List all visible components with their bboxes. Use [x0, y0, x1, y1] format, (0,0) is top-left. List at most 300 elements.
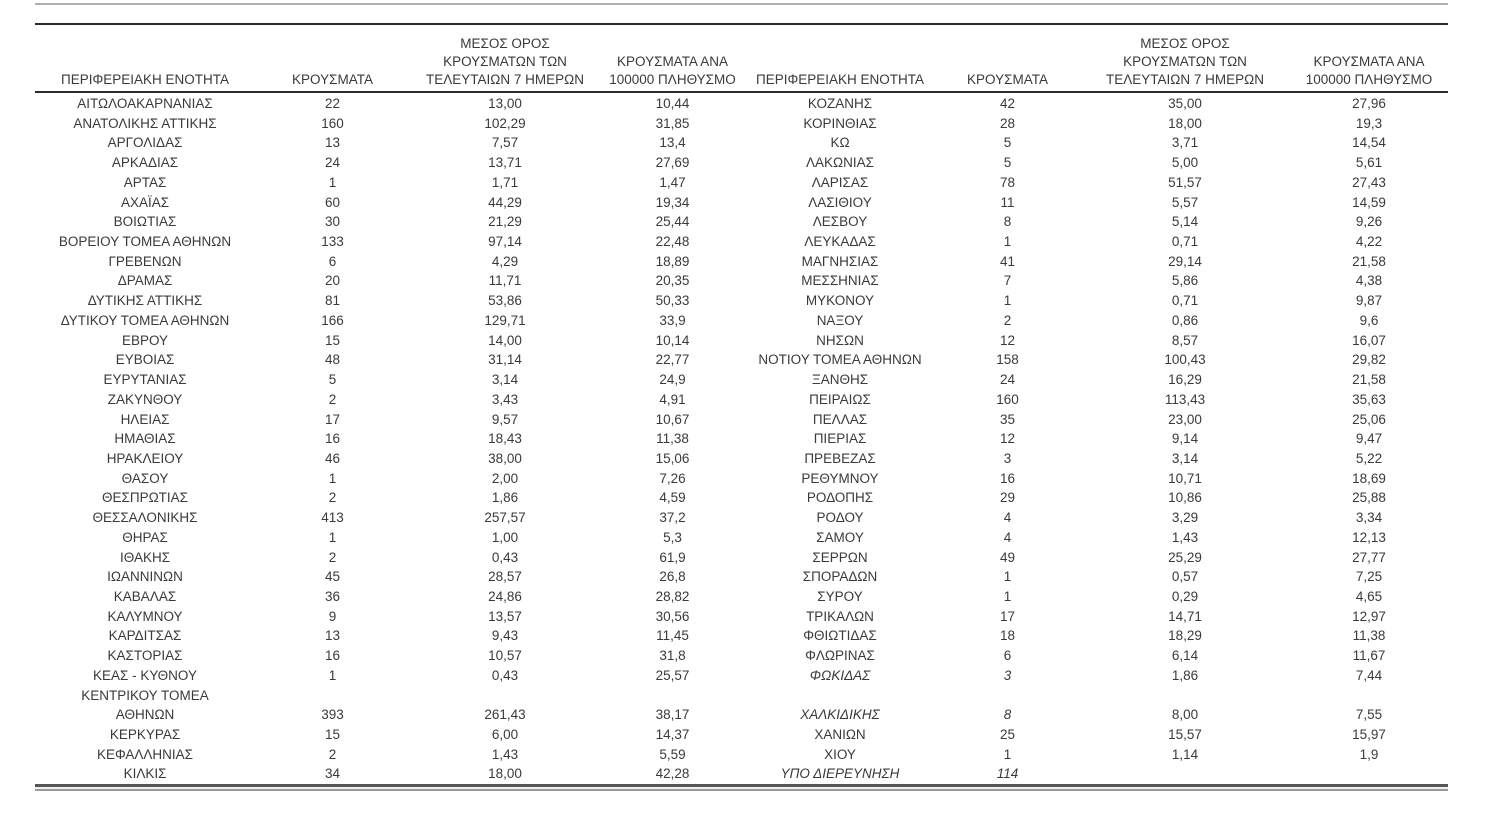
region-cell-right: ΚΩ — [830, 135, 850, 151]
header-avg7-right-line2: ΚΡΟΥΣΜΑΤΩΝ ΤΩΝ — [1123, 54, 1247, 69]
cases-cell-right: 49 — [999, 549, 1016, 565]
per100k-cell-left: 4,91 — [659, 391, 686, 407]
region-cell-right: ΝΑΞΟΥ — [816, 312, 864, 328]
table-row — [35, 429, 1448, 449]
cases-cell-right: 42 — [999, 96, 1016, 111]
avg7-cell-right: 18,00 — [1168, 115, 1202, 131]
cases-cell-left: 34 — [324, 766, 341, 782]
avg7-cell-right: 16,29 — [1168, 372, 1202, 388]
header-per100k-right — [1290, 53, 1448, 90]
per100k-cell-left: 11,45 — [656, 628, 689, 644]
avg7-cell-left: 4,29 — [491, 253, 519, 269]
table-row — [35, 764, 1448, 784]
cases-cell-right: 12 — [999, 431, 1016, 447]
avg7-cell-left: 261,43 — [484, 707, 526, 723]
avg7-cell-right: 5,14 — [1171, 214, 1199, 230]
cases-cell-left: 166 — [321, 312, 344, 328]
avg7-cell-left: 53,86 — [488, 293, 522, 309]
region-cell-right: ΣΠΟΡΑΔΩΝ — [802, 569, 878, 585]
region-cell-right: ΛΕΣΒΟΥ — [812, 214, 868, 230]
header-cases-left-label: ΚΡΟΥΣΜΑΤΑ — [292, 72, 373, 87]
avg7-cell-left: 9,43 — [491, 628, 519, 644]
header-avg7-left-line1: ΜΕΣΟΣ ΟΡΟΣ — [460, 36, 550, 51]
per100k-cell-right: 7,25 — [1355, 569, 1383, 585]
table-row — [35, 252, 1448, 272]
region-cell-left: ΚΑΛΥΜΝΟΥ — [107, 608, 183, 624]
region-cell-right: ΡΕΘΥΜΝΟΥ — [801, 470, 879, 486]
table-row — [35, 705, 1448, 725]
cases-cell-right: 29 — [999, 490, 1016, 506]
avg7-cell-right: 9,14 — [1171, 431, 1199, 447]
cases-cell-right: 8 — [1003, 214, 1012, 230]
avg7-cell-right: 1,43 — [1171, 529, 1199, 545]
cases-cell-left: 393 — [321, 707, 344, 723]
header-per100k-right-line2: 100000 ΠΛΗΘΥΣΜΟ — [1305, 72, 1433, 87]
region-cell-right: ΝΗΣΩΝ — [816, 332, 864, 348]
region-cell-right: ΛΑΡΙΣΑΣ — [811, 174, 869, 190]
table-row — [35, 607, 1448, 627]
avg7-cell-right: 1,14 — [1171, 746, 1199, 762]
cases-cell-right: 11 — [1000, 194, 1015, 210]
region-cell-right: ΥΠΟ ΔΙΕΡΕΥΝΗΣΗ — [780, 766, 900, 782]
region-cell-left: ΚΕΝΤΡΙΚΟΥ ΤΟΜΕΑ — [81, 687, 209, 703]
region-cell-right: ΜΕΣΣΗΝΙΑΣ — [801, 273, 879, 289]
region-cell-left: ΘΕΣΣΑΛΟΝΙΚΗΣ — [92, 510, 198, 526]
cases-cell-right: 5 — [1003, 135, 1012, 151]
region-cell-left: ΘΑΣΟΥ — [121, 470, 169, 486]
per100k-cell-right: 29,82 — [1352, 352, 1386, 368]
region-cell-left: ΕΒΡΟΥ — [121, 332, 169, 348]
region-cell-right: ΛΑΣΙΘΙΟΥ — [808, 194, 872, 210]
region-cell-left: ΚΑΣΤΟΡΙΑΣ — [107, 648, 183, 664]
per100k-cell-left: 18,89 — [655, 253, 690, 269]
region-cell-left: ΑΡΓΟΛΙΔΑΣ — [107, 135, 183, 151]
region-cell-right: ΠΡΕΒΕΖΑΣ — [804, 450, 876, 466]
table-row — [35, 193, 1448, 213]
table-row — [35, 626, 1448, 646]
header-region-right — [745, 71, 935, 90]
avg7-cell-left: 6,00 — [491, 727, 519, 742]
per100k-cell-right: 27,77 — [1352, 549, 1386, 565]
per100k-cell-left: 22,48 — [655, 234, 690, 250]
region-cell-left: ΗΡΑΚΛΕΙΟΥ — [106, 450, 184, 466]
cases-cell-right: 3 — [1003, 450, 1012, 466]
cases-cell-right: 25 — [999, 727, 1016, 742]
avg7-cell-left: 14,00 — [488, 332, 522, 348]
region-cell-left: ΗΜΑΘΙΑΣ — [114, 431, 176, 447]
table-header-row — [35, 32, 1448, 90]
cases-cell-right: 5 — [1003, 155, 1012, 171]
per100k-cell-left: 26,8 — [659, 569, 686, 585]
avg7-cell-right: 5,86 — [1171, 273, 1199, 289]
cases-cell-left: 1 — [328, 667, 337, 683]
region-cell-right: ΝΟΤΙΟΥ ΤΟΜΕΑ ΑΘΗΝΩΝ — [758, 352, 922, 368]
cases-cell-right: 4 — [1003, 529, 1012, 545]
region-cell-right: ΜΥΚΟΝΟΥ — [805, 293, 875, 309]
header-region-left-label: ΠΕΡΙΦΕΡΕΙΑΚΗ ΕΝΟΤΗΤΑ — [60, 72, 230, 87]
header-per100k-left-line1: ΚΡΟΥΣΜΑΤΑ ΑΝΑ — [617, 54, 728, 69]
per100k-cell-left: 30,56 — [655, 608, 690, 624]
per100k-cell-right: 15,97 — [1352, 727, 1386, 742]
region-cell-right: ΣΕΡΡΩΝ — [812, 549, 868, 565]
avg7-cell-right: 5,00 — [1171, 155, 1199, 171]
region-cell-right: ΦΘΙΩΤΙΔΑΣ — [803, 628, 877, 644]
region-cell-left: ΑΙΤΩΛΟΑΚΑΡΝΑΝΙΑΣ — [77, 96, 213, 111]
avg7-cell-left: 257,57 — [484, 510, 526, 526]
table-row — [35, 350, 1448, 370]
per100k-cell-right: 19,3 — [1355, 115, 1383, 131]
per100k-cell-right: 7,55 — [1355, 707, 1383, 723]
avg7-cell-right: 10,71 — [1168, 470, 1202, 486]
avg7-cell-right: 18,29 — [1168, 628, 1202, 644]
table-row — [35, 331, 1448, 351]
per100k-cell-left: 25,57 — [655, 667, 690, 683]
per100k-cell-left: 5,3 — [663, 529, 682, 545]
cases-cell-left: 22 — [324, 96, 341, 111]
per100k-cell-right: 5,22 — [1355, 450, 1383, 466]
region-cell-left: ΘΕΣΠΡΩΤΙΑΣ — [101, 490, 189, 506]
region-cell-left: ΔΡΑΜΑΣ — [117, 273, 173, 289]
header-per100k-left-line2: 100000 ΠΛΗΘΥΣΜΟ — [609, 72, 736, 87]
cases-cell-right: 35 — [999, 411, 1016, 427]
per100k-cell-left: 13,4 — [659, 135, 686, 151]
region-cell-left: ΔΥΤΙΚΗΣ ΑΤΤΙΚΗΣ — [87, 293, 203, 309]
header-avg7-right — [1080, 35, 1290, 90]
avg7-cell-left: 102,29 — [484, 115, 526, 131]
table-row — [35, 94, 1448, 114]
region-cell-right: ΠΕΙΡΑΙΩΣ — [809, 391, 871, 407]
region-cell-left: ΚΙΛΚΙΣ — [123, 766, 167, 782]
region-cell-left: ΖΑΚΥΝΘΟΥ — [107, 391, 183, 407]
region-cell-right: ΠΙΕΡΙΑΣ — [813, 431, 867, 447]
cases-cell-right: 3 — [1003, 667, 1012, 683]
region-cell-left: ΚΕΦΑΛΛΗΝΙΑΣ — [96, 746, 194, 762]
avg7-cell-left: 24,86 — [488, 588, 522, 604]
table-row — [35, 212, 1448, 232]
per100k-cell-left: 19,34 — [655, 194, 690, 210]
header-per100k-left — [600, 53, 745, 90]
per100k-cell-left: 5,59 — [659, 746, 686, 762]
cases-cell-left: 9 — [328, 608, 337, 624]
table-row — [35, 646, 1448, 666]
avg7-cell-right: 6,14 — [1171, 648, 1199, 664]
header-region-left — [35, 71, 255, 90]
cases-cell-left: 133 — [321, 234, 344, 250]
avg7-cell-right: 15,57 — [1168, 727, 1202, 742]
per100k-cell-left: 38,17 — [655, 707, 690, 723]
header-avg7-left — [410, 35, 600, 90]
per100k-cell-right: 18,69 — [1352, 470, 1386, 486]
cases-cell-left: 24 — [324, 155, 341, 171]
cases-cell-left: 20 — [324, 273, 341, 289]
cases-cell-left: 15 — [324, 727, 341, 742]
cases-cell-left: 2 — [328, 746, 337, 762]
cases-cell-left: 36 — [324, 588, 341, 604]
cases-cell-right: 8 — [1003, 707, 1012, 723]
avg7-cell-right: 5,57 — [1171, 194, 1199, 210]
per100k-cell-right: 35,63 — [1352, 391, 1386, 407]
region-cell-right: ΚΟΖΑΝΗΣ — [807, 96, 873, 111]
avg7-cell-left: 11,71 — [488, 273, 522, 289]
table-row — [35, 133, 1448, 153]
per100k-cell-right: 3,34 — [1355, 510, 1383, 526]
per100k-cell-right: 11,38 — [1352, 628, 1386, 644]
per100k-cell-left: 24,9 — [659, 372, 686, 388]
per100k-cell-right: 5,61 — [1355, 155, 1383, 171]
table-row — [35, 528, 1448, 548]
avg7-cell-left: 0,43 — [491, 667, 519, 683]
avg7-cell-left: 13,00 — [488, 96, 522, 111]
per100k-cell-right: 4,22 — [1355, 234, 1383, 250]
cases-cell-right: 18 — [999, 628, 1016, 644]
region-cell-right: ΣΑΜΟΥ — [816, 529, 864, 545]
per100k-cell-right: 25,06 — [1352, 411, 1386, 427]
table-row — [35, 587, 1448, 607]
region-cell-right: ΧΑΛΚΙΔΙΚΗΣ — [800, 707, 880, 723]
avg7-cell-left: 38,00 — [488, 450, 522, 466]
avg7-cell-right: 8,00 — [1171, 707, 1199, 723]
cases-cell-right: 7 — [1003, 273, 1012, 289]
per100k-cell-left: 10,44 — [655, 96, 690, 111]
avg7-cell-left: 13,57 — [488, 608, 522, 624]
avg7-cell-right: 25,29 — [1168, 549, 1202, 565]
cases-cell-right: 17 — [999, 608, 1016, 624]
cases-cell-left: 81 — [324, 293, 341, 309]
avg7-cell-right: 0,71 — [1171, 234, 1199, 250]
region-cell-right: ΠΕΛΛΑΣ — [812, 411, 868, 427]
cases-cell-left: 13 — [324, 135, 341, 151]
top-rule-light — [35, 3, 1448, 5]
avg7-cell-left: 1,71 — [491, 174, 519, 190]
per100k-cell-left: 7,26 — [659, 470, 686, 486]
per100k-cell-right: 11,67 — [1352, 648, 1386, 664]
avg7-cell-right: 0,86 — [1171, 312, 1199, 328]
region-cell-right: ΣΥΡΟΥ — [817, 588, 863, 604]
top-rule-dark — [35, 23, 1448, 25]
per100k-cell-right: 16,07 — [1352, 332, 1386, 348]
region-cell-left: ΘΗΡΑΣ — [122, 529, 168, 545]
table-row — [35, 686, 1448, 706]
region-cell-right: ΡΟΔΟΥ — [816, 510, 864, 526]
cases-cell-right: 114 — [996, 766, 1019, 782]
avg7-cell-right: 14,71 — [1168, 608, 1202, 624]
header-region-right-label: ΠΕΡΙΦΕΡΕΙΑΚΗ ΕΝΟΤΗΤΑ — [755, 72, 925, 87]
table-row — [35, 153, 1448, 173]
avg7-cell-left: 44,29 — [488, 194, 522, 210]
table-row — [35, 488, 1448, 508]
avg7-cell-left: 31,14 — [488, 352, 522, 368]
table-row — [35, 291, 1448, 311]
bottom-rule — [35, 784, 1448, 791]
cases-cell-left: 1 — [328, 470, 337, 486]
header-avg7-left-line2: ΚΡΟΥΣΜΑΤΩΝ ΤΩΝ — [443, 54, 567, 69]
avg7-cell-right: 0,57 — [1171, 569, 1199, 585]
per100k-cell-left: 1,47 — [659, 174, 686, 190]
per100k-cell-right: 27,96 — [1352, 96, 1386, 111]
cases-cell-right: 160 — [996, 391, 1019, 407]
cases-cell-right: 2 — [1003, 312, 1012, 328]
avg7-cell-right: 3,29 — [1171, 510, 1199, 526]
per100k-cell-left: 11,38 — [656, 431, 689, 447]
per100k-cell-left: 10,14 — [655, 332, 690, 348]
region-cell-left: ΒΟΙΩΤΙΑΣ — [113, 214, 177, 230]
cases-cell-left: 13 — [324, 628, 341, 644]
cases-cell-right: 41 — [999, 253, 1016, 269]
avg7-cell-right: 1,86 — [1171, 667, 1199, 683]
per100k-cell-right: 9,87 — [1355, 293, 1383, 309]
cases-cell-right: 78 — [999, 174, 1016, 190]
per100k-cell-right: 12,13 — [1352, 529, 1386, 545]
region-cell-right: ΤΡΙΚΑΛΩΝ — [806, 608, 874, 624]
cases-cell-right: 1 — [1003, 569, 1012, 585]
avg7-cell-right: 0,71 — [1171, 293, 1199, 309]
cases-cell-left: 5 — [328, 372, 337, 388]
table-row — [35, 173, 1448, 193]
header-avg7-right-line1: ΜΕΣΟΣ ΟΡΟΣ — [1140, 36, 1230, 51]
avg7-cell-left: 28,57 — [488, 569, 522, 585]
cases-cell-left: 16 — [324, 648, 341, 664]
region-cell-left: ΚΑΒΑΛΑΣ — [113, 588, 177, 604]
avg7-cell-left: 0,43 — [491, 549, 519, 565]
region-cell-left: ΑΡΚΑΔΙΑΣ — [111, 155, 179, 171]
cases-cell-left: 15 — [324, 332, 341, 348]
cases-cell-right: 1 — [1003, 234, 1012, 250]
cases-cell-left: 45 — [324, 569, 341, 585]
avg7-cell-right: 8,57 — [1171, 332, 1199, 348]
region-cell-left: ΚΑΡΔΙΤΣΑΣ — [108, 628, 182, 644]
per100k-cell-right: 27,43 — [1352, 174, 1386, 190]
avg7-cell-left: 21,29 — [488, 214, 522, 230]
avg7-cell-left: 1,43 — [491, 746, 519, 762]
per100k-cell-left: 50,33 — [655, 293, 690, 309]
avg7-cell-left: 1,00 — [491, 529, 519, 545]
region-cell-left: ΚΕΑΣ - ΚΥΘΝΟΥ — [93, 667, 197, 683]
avg7-cell-right: 113,43 — [1164, 391, 1206, 407]
region-cell-right: ΡΟΔΟΠΗΣ — [806, 490, 874, 506]
cases-cell-left: 2 — [328, 490, 337, 506]
table-row — [35, 725, 1448, 745]
per100k-cell-left: 20,35 — [655, 273, 690, 289]
region-cell-left: ΙΘΑΚΗΣ — [119, 549, 171, 565]
per100k-cell-right: 7,44 — [1355, 667, 1383, 683]
cases-cell-left: 30 — [324, 214, 341, 230]
per100k-cell-left: 61,9 — [659, 549, 686, 565]
per100k-cell-left: 14,37 — [655, 727, 690, 742]
per100k-cell-right: 21,58 — [1352, 253, 1386, 269]
region-cell-left: ΒΟΡΕΙΟΥ ΤΟΜΕΑ ΑΘΗΝΩΝ — [58, 234, 232, 250]
region-cell-left: ΓΡΕΒΕΝΩΝ — [108, 253, 182, 269]
avg7-cell-left: 3,14 — [491, 372, 519, 388]
cases-cell-left: 413 — [321, 510, 344, 526]
avg7-cell-right: 29,14 — [1168, 253, 1202, 269]
per100k-cell-right: 9,26 — [1355, 214, 1383, 230]
per100k-cell-left: 27,69 — [655, 155, 690, 171]
per100k-cell-left: 31,8 — [659, 648, 686, 664]
cases-cell-right: 1 — [1003, 293, 1012, 309]
table-row — [35, 745, 1448, 765]
cases-cell-left: 6 — [328, 253, 337, 269]
avg7-cell-right: 3,71 — [1171, 135, 1199, 151]
per100k-cell-left: 37,2 — [659, 510, 686, 526]
cases-cell-left: 160 — [321, 115, 344, 131]
per100k-cell-right: 21,58 — [1352, 372, 1386, 388]
avg7-cell-left: 10,57 — [488, 648, 522, 664]
region-cell-right: ΦΛΩΡΙΝΑΣ — [805, 648, 875, 664]
header-cases-left — [255, 71, 410, 90]
report-table-sheet — [35, 0, 1448, 840]
region-cell-left: ΗΛΕΙΑΣ — [120, 411, 170, 427]
per100k-cell-right: 25,88 — [1352, 490, 1386, 506]
cases-cell-left: 48 — [324, 352, 341, 368]
cases-cell-right: 12 — [999, 332, 1016, 348]
avg7-cell-right: 100,43 — [1164, 352, 1206, 368]
region-cell-right: ΛΑΚΩΝΙΑΣ — [806, 155, 874, 171]
avg7-cell-left: 129,71 — [484, 312, 526, 328]
avg7-cell-right: 3,14 — [1171, 450, 1199, 466]
cases-cell-right: 6 — [1003, 648, 1012, 664]
cases-cell-left: 60 — [324, 194, 341, 210]
table-row — [35, 469, 1448, 489]
region-cell-right: ΚΟΡΙΝΘΙΑΣ — [803, 115, 877, 131]
cases-cell-right: 1 — [1003, 588, 1012, 604]
cases-cell-left: 1 — [328, 174, 337, 190]
region-cell-right: ΧΑΝΙΩΝ — [814, 727, 866, 742]
per100k-cell-right: 9,47 — [1355, 431, 1383, 447]
cases-cell-right: 24 — [999, 372, 1016, 388]
per100k-cell-left: 28,82 — [655, 588, 690, 604]
region-cell-left: ΙΩΑΝΝΙΝΩΝ — [107, 569, 183, 585]
header-cases-right-label: ΚΡΟΥΣΜΑΤΑ — [967, 72, 1048, 87]
per100k-cell-left: 42,28 — [655, 766, 690, 782]
region-cell-left: ΑΘΗΝΩΝ — [115, 707, 175, 723]
avg7-cell-left: 13,71 — [488, 155, 522, 171]
table-row — [35, 370, 1448, 390]
per100k-cell-left: 31,85 — [655, 115, 690, 131]
header-underline-rule — [35, 91, 1448, 93]
per100k-cell-left: 10,67 — [655, 411, 690, 427]
per100k-cell-left: 15,06 — [655, 450, 690, 466]
per100k-cell-left: 22,77 — [655, 352, 690, 368]
table-row — [35, 508, 1448, 528]
table-row — [35, 410, 1448, 430]
region-cell-right: ΛΕΥΚΑΔΑΣ — [804, 234, 876, 250]
per100k-cell-right: 4,65 — [1355, 588, 1383, 604]
table-body — [35, 94, 1448, 784]
table-row — [35, 311, 1448, 331]
avg7-cell-left: 97,14 — [488, 234, 522, 250]
cases-cell-right: 4 — [1003, 510, 1012, 526]
per100k-cell-right: 14,54 — [1352, 135, 1386, 151]
cases-cell-right: 16 — [999, 470, 1016, 486]
cases-cell-left: 46 — [324, 450, 341, 466]
header-cases-right — [935, 71, 1080, 90]
table-row — [35, 666, 1448, 686]
cases-cell-left: 1 — [328, 529, 337, 545]
per100k-cell-left: 33,9 — [659, 312, 686, 328]
avg7-cell-right: 35,00 — [1168, 96, 1202, 111]
per100k-cell-right: 9,6 — [1359, 312, 1379, 328]
avg7-cell-left: 1,86 — [491, 490, 519, 506]
cases-cell-left: 16 — [324, 431, 341, 447]
region-cell-right: ΞΑΝΘΗΣ — [811, 372, 869, 388]
avg7-cell-left: 7,57 — [491, 135, 519, 151]
cases-cell-right: 28 — [999, 115, 1016, 131]
region-cell-left: ΔΥΤΙΚΟΥ ΤΟΜΕΑ ΑΘΗΝΩΝ — [60, 312, 230, 328]
region-cell-right: ΧΙΟΥ — [824, 746, 856, 762]
cases-cell-right: 1 — [1003, 746, 1012, 762]
table-row — [35, 390, 1448, 410]
cases-cell-left: 2 — [328, 549, 337, 565]
